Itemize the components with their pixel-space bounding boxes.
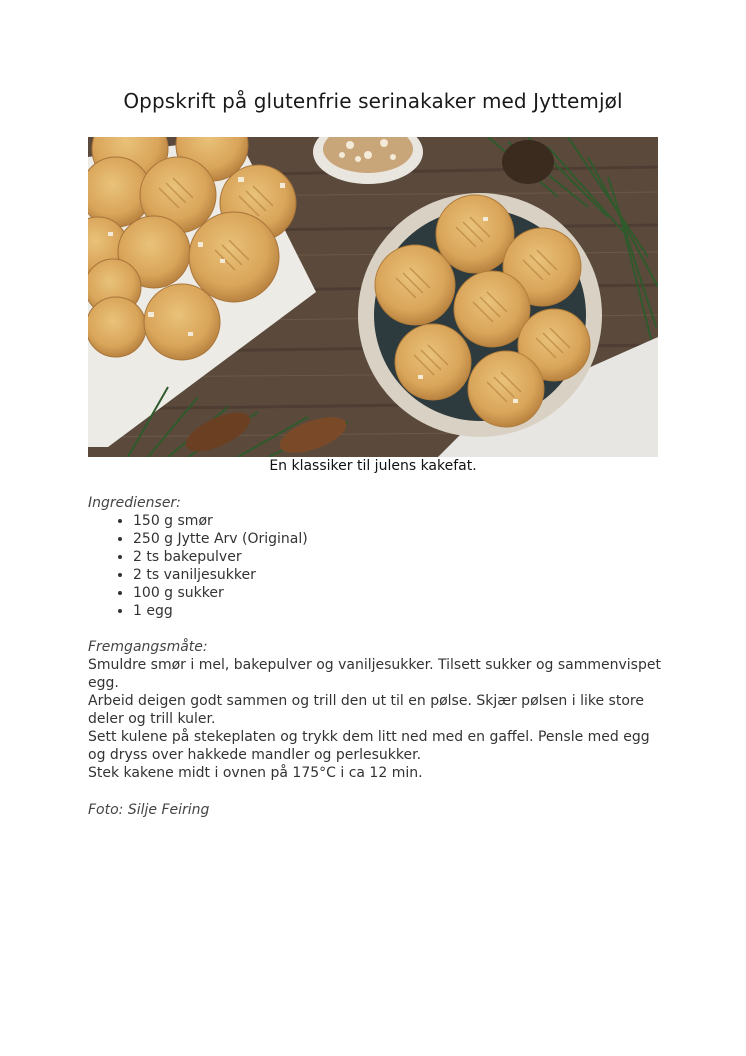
method-step: Arbeid deigen godt sammen og trill den ut til en pølse. Skjær pølsen i like store deler og trill kuler.	[88, 693, 644, 727]
ingredients-heading: Ingredienser:	[88, 495, 181, 511]
ingredients-section	[88, 494, 663, 620]
method-heading: Fremgangsmåte:	[88, 639, 208, 655]
method-step: Stek kakene midt i ovnen på 175°C i ca 12 min.	[88, 765, 423, 781]
list-item: • 2 ts bakepulver	[133, 548, 663, 566]
list-item: • 2 ts vaniljesukker	[133, 566, 663, 584]
method-step: Sett kulene på stekeplaten og trykk dem litt ned med en gaffel. Pensle med egg og dryss over hakkede mandler og perlesukker.	[88, 729, 650, 763]
photo-caption: En klassiker til julens kakefat.	[269, 458, 477, 474]
list-item: • 1 egg	[133, 602, 663, 620]
ingredients-list	[88, 512, 663, 620]
method-step: Smuldre smør i mel, bakepulver og vaniljesukker. Tilsett sukker og sammenvispet egg.	[88, 657, 661, 691]
list-item: • 100 g sukker	[133, 584, 663, 602]
list-item: • 250 g Jytte Arv (Original)	[133, 530, 663, 548]
method-section	[88, 638, 663, 782]
page-title: Oppskrift på glutenfrie serinakaker med Jyttemjøl	[123, 89, 623, 113]
recipe-photo	[88, 137, 658, 457]
list-item: • 150 g smør	[133, 512, 663, 530]
photo-credit: Foto: Silje Feiring	[88, 802, 210, 818]
